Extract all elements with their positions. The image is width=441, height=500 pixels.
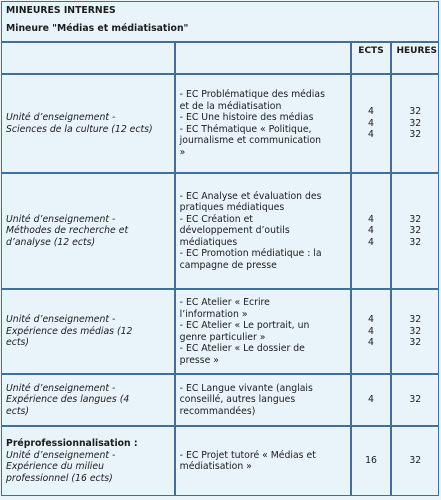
ue-line: Unité d’enseignement - [6,314,116,326]
ec-line: médiatiques [179,236,238,248]
ects-value: 4 [368,394,374,406]
ects-cell [351,173,392,289]
ec-line: journalisme et communication [179,135,322,146]
ects-cell [351,74,392,173]
ec-line: genre particulier » [179,331,266,343]
ec-line: - EC Projet tutoré « Médias et [179,449,316,461]
heures-cell [391,74,439,173]
section-title: MINEURES INTERNES [6,5,116,16]
section-subtitle: Mineure "Médias et médiatisation" [6,22,189,34]
heures-value: 32 [409,129,422,141]
ects-value: 4 [368,337,374,349]
column-header-row [1,42,439,74]
curriculum-table [1,1,439,496]
heures-value: 32 [409,106,422,118]
heures-cell [391,173,439,289]
ec-line: conseillé, autres langues [179,394,296,406]
heures-value: 32 [409,213,422,225]
ec-line: - EC Thématique « Politique, [179,123,312,135]
table-row [1,289,439,374]
ects-value: 16 [365,455,377,467]
ec-cell [175,426,351,496]
heures-value: 32 [409,325,422,337]
ects-cell [351,426,392,496]
ec-line: - EC Problématique des médias [179,89,325,100]
heures-value: 32 [409,455,422,467]
heures-value: 32 [409,314,422,326]
header-row [1,1,439,42]
column-header-heures: HEURES [391,42,439,74]
header-cell [1,1,439,42]
ec-line: pratiques médiatiques [179,202,285,214]
ue-cell [1,173,175,289]
ec-line: campagne de presse [179,259,277,271]
ue-line: Sciences de la culture (12 ects) [6,123,153,135]
ects-value: 4 [368,106,374,118]
ec-line: - EC Création et [179,213,253,225]
ue-line: d’analyse (12 ects) [6,236,96,248]
ue-line: Expérience des langues (4 [6,394,130,406]
ue-bold-label: Préprofessionnalisation : [6,438,138,449]
ec-line: développement d’outils [179,225,290,237]
ec-line: - EC Promotion médiatique : la [179,248,322,260]
ec-line: recommandées) [179,405,256,417]
ec-cell [175,74,351,173]
ue-line: Unité d’enseignement - [6,449,116,461]
ue-line: Unité d’enseignement - [6,112,116,123]
ec-line: - EC Atelier « Le portrait, un [179,320,310,331]
table-row [1,173,439,289]
ects-value: 4 [368,314,374,326]
heures-value: 32 [409,394,422,406]
heures-value: 32 [409,225,422,237]
ects-value: 4 [368,325,374,337]
ec-line: » [179,146,186,158]
table-row [1,74,439,173]
ec-line: médiatisation » [179,461,252,472]
ects-value: 4 [368,117,374,129]
ue-line: Unité d’enseignement - [6,213,116,225]
ects-value: 4 [368,129,374,141]
ec-cell [175,173,351,289]
ec-line: - EC Une histoire des médias [179,112,314,123]
heures-cell [391,289,439,374]
ue-line: ects) [6,405,29,417]
heures-cell [391,426,439,496]
heures-value: 32 [409,337,422,349]
ects-cell [351,374,392,426]
ects-value: 4 [368,213,374,225]
ue-cell [1,374,175,426]
ects-value: 4 [368,236,374,248]
column-header-ects: ECTS [351,42,392,74]
heures-value: 32 [409,117,422,129]
ue-line: ects) [6,337,29,349]
column-header-empty-1 [1,42,175,74]
ue-cell [1,74,175,173]
ue-line: professionnel (16 ects) [6,472,113,484]
ec-line: - EC Atelier « Ecrire [179,297,270,308]
ue-cell [1,289,175,374]
ec-line: - EC Analyse et évaluation des [179,190,322,202]
ec-line: l’information » [179,308,248,320]
ec-cell [175,374,351,426]
ec-line: presse » [179,354,219,366]
ects-value: 4 [368,225,374,237]
ue-cell [1,426,175,496]
ue-line: Expérience du milieu [6,461,104,472]
column-header-empty-2 [175,42,351,74]
ec-line: - EC Atelier « Le dossier de [179,343,305,354]
ue-line: Unité d’enseignement - [6,382,116,394]
ec-line: et de la médiatisation [179,100,282,112]
ue-line: Méthodes de recherche et [6,225,129,237]
table-row [1,426,439,496]
table-row [1,374,439,426]
heures-value: 32 [409,236,422,248]
heures-cell [391,374,439,426]
ec-cell [175,289,351,374]
ue-line: Expérience des médias (12 [6,325,133,337]
ects-cell [351,289,392,374]
ec-line: - EC Langue vivante (anglais [179,382,313,394]
